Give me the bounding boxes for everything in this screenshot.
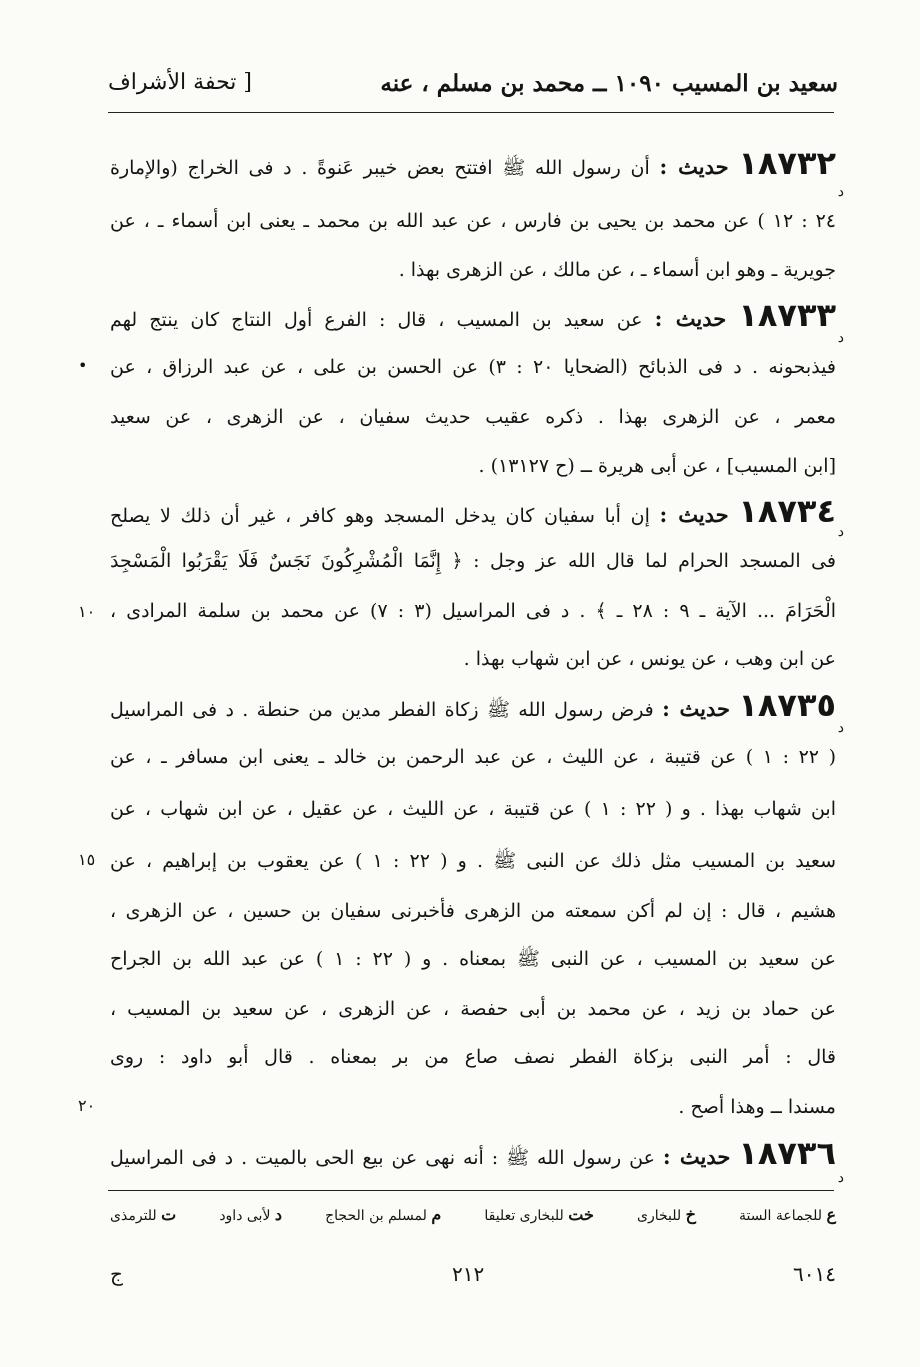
abbreviation-key bbox=[110, 1205, 836, 1224]
abbr-item: خت للبخارى تعليقا bbox=[484, 1205, 594, 1224]
entry-18732-line-1: ١٨٧٣٢ حديث : أن رسول الله ﷺ افتتح بعض خيبر عَنوةً . د فى الخراج (والإمارة bbox=[110, 148, 836, 183]
margin-line-number: ١٠ bbox=[78, 602, 96, 621]
entry-18734-line-3: الْحَرَامَ ... الآية ـ ٩ : ٢٨ ـ ﴾ . د فى المراسيل (٣ : ٧) عن محمد بن سلمة المرادى ، bbox=[110, 600, 836, 622]
margin-dot: • bbox=[78, 356, 88, 375]
hadith-keyword: حديث : bbox=[659, 154, 729, 179]
entry-18735-line-9: مسندا ــ وهذا أصح . bbox=[678, 1096, 836, 1118]
hadith-keyword: حديث : bbox=[662, 696, 730, 721]
margin-d-mark: د bbox=[837, 720, 844, 736]
abbr-item: ت للترمذى bbox=[110, 1205, 177, 1224]
margin-d-mark: د bbox=[837, 524, 844, 540]
entry-18734-line-1: ١٨٧٣٤ حديث : إن أبا سفيان كان يدخل المسجد وهو كافر ، غير أن ذلك لا يصلح bbox=[110, 496, 836, 531]
volume-mark: ج bbox=[110, 1262, 123, 1286]
entry-18732-line-3: جويرية ـ وهو ابن أسماء ـ ، عن مالك ، عن الزهرى بهذا . bbox=[398, 259, 836, 281]
entry-18733-line-4: [ابن المسيب] ، عن أبى هريرة ــ (ح ١٣١٢٧) . bbox=[478, 455, 836, 477]
entry-18736-line-1: ١٨٧٣٦ حديث : عن رسول الله ﷺ : أنه نهى عن بيع الحى بالميت . د فى المراسيل bbox=[110, 1138, 836, 1173]
margin-line-number: ١٥ bbox=[78, 850, 96, 869]
hadith-number: ١٨٧٣٣ bbox=[738, 300, 836, 334]
header-rule bbox=[108, 112, 834, 113]
entry-18734-line-4: عن ابن وهب ، عن يونس ، عن ابن شهاب بهذا . bbox=[463, 648, 836, 670]
hadith-keyword: حديث : bbox=[654, 306, 727, 331]
entry-18735-line-1: ١٨٧٣٥ حديث : فرض رسول الله ﷺ زكاة الفطر مدين من حنطة . د فى المراسيل bbox=[110, 690, 836, 725]
entry-18735-line-2: ( ٢٢ : ١ ) عن قتيبة ، عن الليث ، عن عبد الرحمن بن خالد ـ يعنى ابن مسافر ـ ، عن bbox=[110, 746, 836, 768]
hadith-keyword: حديث : bbox=[662, 1144, 731, 1169]
hadith-number: ١٨٧٣٦ bbox=[738, 1138, 836, 1172]
entry-18733-line-1: ١٨٧٣٣ حديث : عن سعيد بن المسيب ، قال : الفرع أول النتاج كان ينتج لهم bbox=[110, 300, 836, 335]
entry-18735-line-7: عن حماد بن زيد ، عن محمد بن أبى حفصة ، عن الزهرى ، عن سعيد بن المسيب ، bbox=[110, 998, 836, 1020]
hadith-number: ١٨٧٣٥ bbox=[738, 690, 836, 724]
hadith-number: ١٨٧٣٢ bbox=[738, 148, 836, 182]
margin-d-mark: د bbox=[837, 1170, 844, 1186]
entry-18733-line-2: فيذبحونه . د فى الذبائح (الضحايا ٢٠ : ٣) عن الحسن بن على ، عن عبد الرزاق ، عن bbox=[110, 356, 836, 378]
page-number: ٢١٢ bbox=[452, 1262, 485, 1286]
entry-18733-line-3: معمر ، عن الزهرى بهذا . ذكره عقيب حديث سفيان ، عن الزهرى ، عن سعيد bbox=[110, 406, 836, 428]
margin-d-mark: د bbox=[837, 330, 844, 346]
entry-18735-line-8: قال : أمر النبى بزكاة الفطر نصف صاع من بر بمعناه . قال أبو داود : روى bbox=[110, 1046, 836, 1068]
running-head-right: سعيد بن المسيب ١٠٩٠ ــ محمد بن مسلم ، عنه bbox=[380, 70, 838, 97]
abbr-item: خ للبخارى bbox=[636, 1205, 696, 1224]
entry-18735-line-6: عن سعيد بن المسيب ، عن النبى ﷺ بمعناه . و ( ٢٢ : ١ ) عن عبد الله بن الجراح bbox=[110, 948, 836, 970]
running-head-left: [ تحفة الأشراف bbox=[108, 70, 252, 95]
abbr-item: م لمسلم بن الحجاج bbox=[325, 1205, 442, 1224]
hadith-number: ١٨٧٣٤ bbox=[738, 496, 836, 530]
abbr-item: د لأبى داود bbox=[219, 1205, 283, 1224]
entry-18735-line-3: ابن شهاب بهذا . و ( ٢٢ : ١ ) عن قتيبة ، عن الليث ، عن عقيل ، عن ابن شهاب ، عن bbox=[110, 798, 836, 820]
entry-18735-line-4: سعيد بن المسيب مثل ذلك عن النبى ﷺ . و ( ٢٢ : ١ ) عن يعقوب بن إبراهيم ، عن bbox=[110, 850, 836, 872]
hadith-keyword: حديث : bbox=[659, 502, 729, 527]
margin-line-number: ٢٠ bbox=[78, 1096, 96, 1115]
margin-d-mark: د bbox=[837, 184, 844, 200]
footer-serial: ٦٠١٤ bbox=[793, 1262, 836, 1286]
entry-18734-line-2: فى المسجد الحرام لما قال الله عز وجل : ﴿ إِنَّمَا الْمُشْرِكُونَ نَجَسٌ فَلَا يَقْرَبُوا الْمَسْجِدَ bbox=[110, 550, 836, 572]
footnote-rule bbox=[108, 1190, 834, 1191]
abbr-item: ع للجماعة الستة bbox=[739, 1205, 836, 1224]
entry-18735-line-5: هشيم ، قال : إن لم أكن سمعته من الزهرى فأخبرنى سفيان بن حسين ، عن الزهرى ، bbox=[110, 900, 836, 922]
entry-18732-line-2: ٢٤ : ١٢ ) عن محمد بن يحيى بن فارس ، عن عبد الله بن محمد ـ يعنى ابن أسماء ـ ، عن bbox=[110, 210, 836, 232]
